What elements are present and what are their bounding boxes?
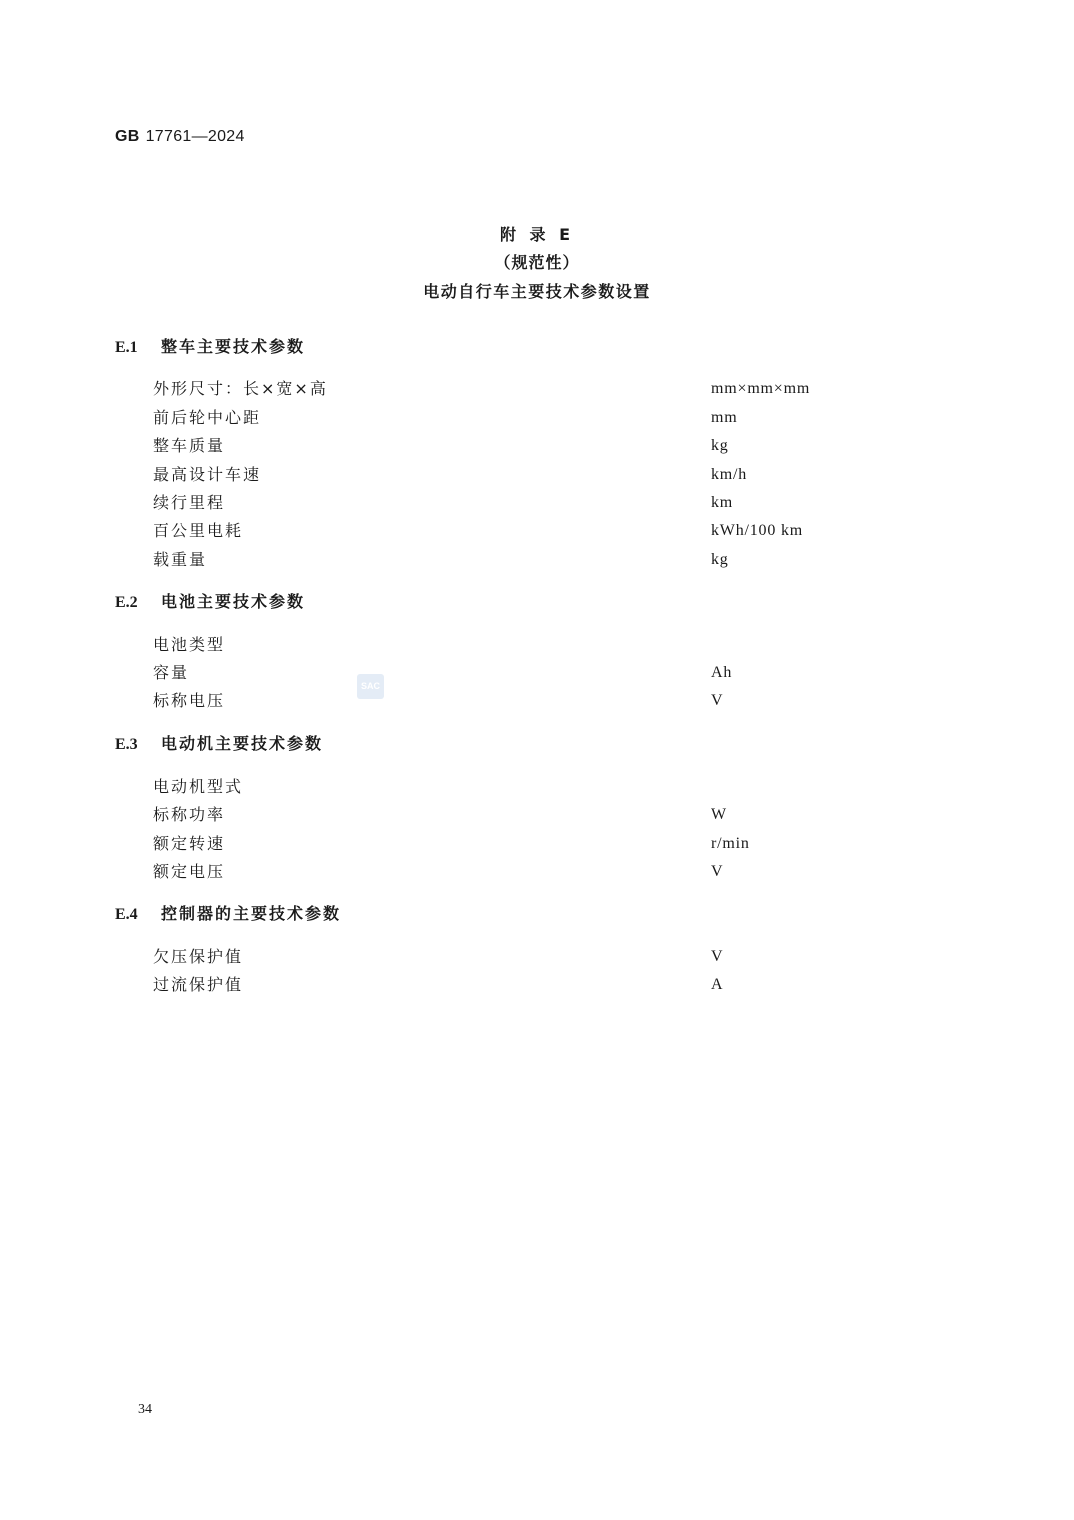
parameter-row	[153, 832, 913, 856]
section-title: 整车主要技术参数	[161, 337, 306, 356]
parameter-row	[153, 491, 913, 515]
section-heading-e1	[115, 336, 305, 358]
parameter-unit: W	[711, 806, 727, 823]
section-number: E.1	[115, 339, 138, 356]
parameter-name: 标称功率	[153, 805, 226, 824]
parameter-name: 最高设计车速	[153, 465, 262, 484]
parameter-row	[153, 945, 913, 969]
parameter-name: 容量	[153, 663, 190, 682]
annex-nature: （规范性）	[494, 253, 580, 272]
section-heading-e3	[115, 733, 323, 755]
parameter-unit: Ah	[711, 664, 733, 681]
parameter-row	[153, 463, 913, 487]
parameter-name: 百公里电耗	[153, 521, 244, 540]
section-title: 控制器的主要技术参数	[161, 904, 342, 923]
parameter-row	[153, 661, 913, 685]
parameter-row	[153, 803, 913, 827]
parameter-name: 续行里程	[153, 493, 226, 512]
parameter-unit: r/min	[711, 835, 750, 852]
parameter-name: 载重量	[153, 550, 208, 569]
parameter-unit: km/h	[711, 466, 748, 483]
section-heading-e4	[115, 903, 341, 925]
parameter-unit: V	[711, 948, 724, 965]
page-number: 34	[138, 1402, 152, 1417]
section-title: 电池主要技术参数	[161, 592, 306, 611]
annex-title: 电动自行车主要技术参数设置	[423, 282, 651, 301]
parameter-row	[153, 519, 913, 543]
parameter-row	[153, 689, 913, 713]
section-heading-e2	[115, 591, 305, 613]
parameter-name: 标称电压	[153, 691, 226, 710]
parameter-unit: mm×mm×mm	[711, 380, 811, 397]
parameter-name: 欠压保护值	[153, 947, 244, 966]
parameter-name: 电池类型	[153, 635, 226, 654]
parameter-row	[153, 406, 913, 430]
parameter-row	[153, 633, 913, 657]
annex-label: 附 录 E	[499, 225, 575, 244]
parameter-unit: A	[711, 976, 724, 993]
parameter-unit: kg	[711, 551, 729, 568]
standard-prefix: GB	[115, 128, 140, 145]
parameter-unit: km	[711, 494, 734, 511]
parameter-row	[153, 860, 913, 884]
parameter-unit: V	[711, 863, 724, 880]
parameter-name: 额定转速	[153, 834, 226, 853]
parameter-name: 前后轮中心距	[153, 408, 262, 427]
parameter-name: 额定电压	[153, 862, 226, 881]
parameter-row	[153, 377, 913, 401]
parameter-row	[153, 775, 913, 799]
section-title: 电动机主要技术参数	[161, 734, 324, 753]
parameter-row	[153, 434, 913, 458]
parameter-name: 整车质量	[153, 436, 226, 455]
document-header	[115, 128, 245, 146]
parameter-row	[153, 973, 913, 997]
section-number: E.2	[115, 594, 138, 611]
parameter-row	[153, 548, 913, 572]
parameter-name: 过流保护值	[153, 975, 244, 994]
section-number: E.3	[115, 736, 138, 753]
sac-watermark-logo: SAC	[357, 674, 384, 699]
parameter-unit: kg	[711, 437, 729, 454]
section-number: E.4	[115, 906, 138, 923]
parameter-name: 外形尺寸：长×宽×高	[153, 379, 328, 398]
standard-number: 17761—2024	[145, 128, 245, 145]
parameter-unit: mm	[711, 409, 738, 426]
parameter-unit: V	[711, 692, 724, 709]
parameter-name: 电动机型式	[153, 777, 244, 796]
parameter-unit: kWh/100 km	[711, 522, 803, 539]
